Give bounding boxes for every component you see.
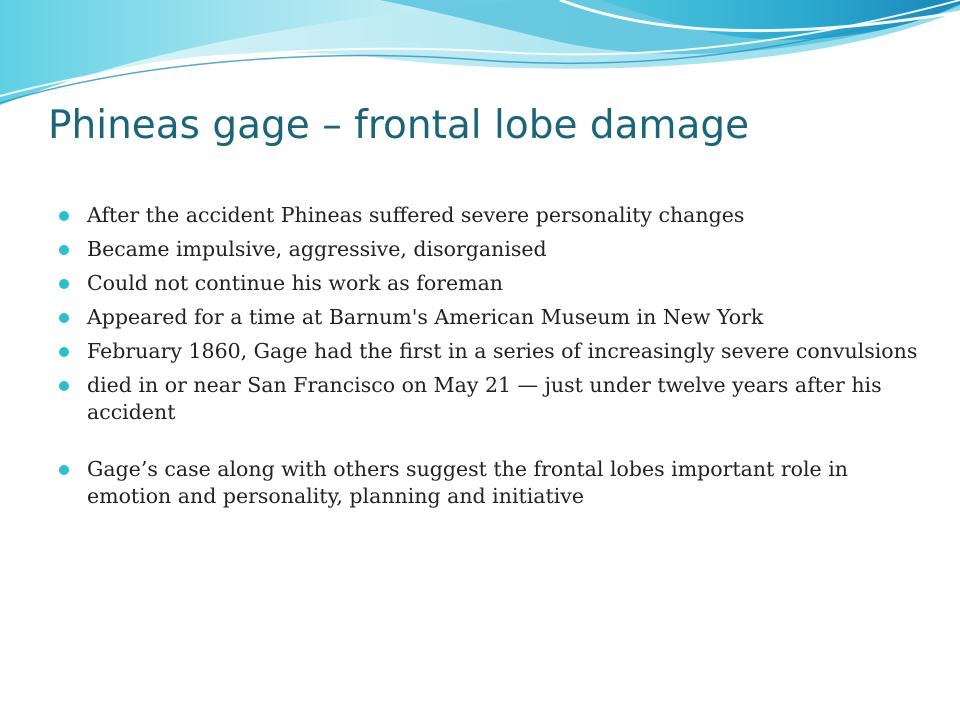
bullet-text: Became impulsive, aggressive, disorganised: [87, 237, 547, 261]
bullet-text: Could not continue his work as foreman: [87, 271, 504, 295]
bullet-item: [58, 338, 918, 365]
bullet-text: Appeared for a time at Barnum's American Museum in New York: [87, 305, 764, 329]
bullet-dot-icon: [59, 313, 69, 323]
bullet-text: After the accident Phineas suffered severe personality changes: [87, 203, 745, 227]
bullet-dot-icon: [59, 211, 69, 221]
bullet-dot-icon: [59, 279, 69, 289]
header-wave-decoration: [0, 0, 960, 120]
slide-title: Phineas gage – frontal lobe damage: [48, 103, 750, 148]
bullet-dot-icon: [59, 347, 69, 357]
bullet-dot-icon: [59, 465, 69, 475]
bullet-item: [58, 202, 918, 229]
bullet-item: [58, 456, 918, 510]
bullet-text: Gage’s case along with others suggest the frontal lobes important role in emotion and personality, planning and initiative: [87, 457, 848, 508]
bullet-item: [58, 372, 918, 426]
bullet-dot-icon: [59, 381, 69, 391]
bullet-dot-icon: [59, 245, 69, 255]
bullet-list: [58, 202, 918, 517]
bullet-item: [58, 236, 918, 263]
bullet-text: died in or near San Francisco on May 21 — just under twelve years after his accident: [87, 373, 882, 424]
bullet-text: February 1860, Gage had the first in a series of increasingly severe convulsions: [87, 339, 918, 363]
bullet-item: [58, 270, 918, 297]
bullet-item: [58, 304, 918, 331]
